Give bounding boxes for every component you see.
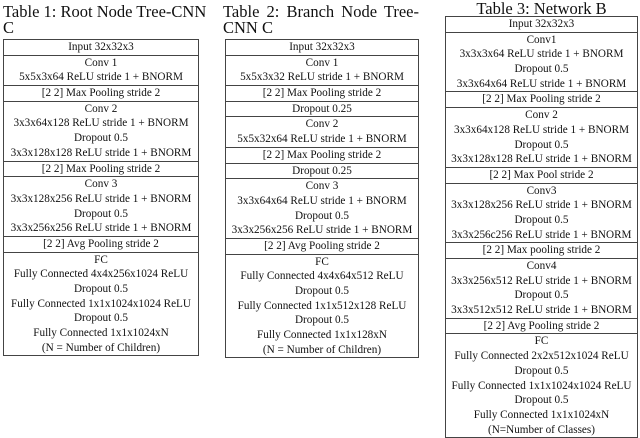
layer-line: 3x3x128x128 ReLU stride 1 + BNORM bbox=[10, 146, 192, 159]
layer-line: [2 2] Max Pooling stride 2 bbox=[262, 148, 382, 161]
layer-line: Conv4 bbox=[526, 260, 557, 272]
table-3-network-b bbox=[445, 1, 638, 438]
layer-line: [2 2] Max Pooling stride 2 bbox=[41, 162, 161, 175]
layer-line: FC bbox=[94, 253, 108, 266]
layer-block bbox=[226, 56, 418, 86]
layer-line: Fully Connected 1x1x1024x1024 ReLU bbox=[451, 379, 632, 392]
layer-block bbox=[446, 334, 637, 438]
layer-line: Conv 3 bbox=[305, 180, 339, 193]
layer-line: FC bbox=[315, 255, 329, 268]
layer-line: 5x5x3x64 ReLU stride 1 + BNORM bbox=[19, 71, 183, 84]
layer-line: Fully Connected 2x2x512x1024 ReLU bbox=[454, 350, 629, 363]
layer-line: Dropout 0.5 bbox=[514, 394, 569, 407]
layer-line: Conv 2 bbox=[84, 102, 118, 115]
layer-line: Dropout 0.5 bbox=[73, 283, 129, 295]
layer-line: [2 2] Max pooling stride 2 bbox=[482, 244, 601, 257]
layer-line: Conv1 bbox=[526, 33, 557, 46]
layer-block bbox=[226, 255, 418, 359]
caption-line: Table 1: Root Node Tree-CNN bbox=[3, 2, 207, 21]
layer-line: Dropout 0.5 bbox=[73, 312, 129, 325]
layer-line: [2 2] Avg Pooling stride 2 bbox=[483, 319, 600, 332]
layer-table bbox=[225, 39, 419, 358]
layer-block bbox=[226, 86, 418, 102]
layer-line: Fully Connected 1x1x128xN bbox=[257, 329, 387, 342]
layer-block bbox=[446, 243, 637, 259]
layer-line: Dropout 0.5 bbox=[514, 213, 569, 226]
layer-block bbox=[4, 56, 198, 86]
layer-line: Conv 2 bbox=[305, 118, 339, 131]
layer-line: Dropout 0.5 bbox=[514, 364, 569, 377]
layer-block bbox=[4, 162, 198, 178]
layer-line: Fully Connected 1x1x1024xN bbox=[473, 408, 610, 421]
layer-line: Conv 2 bbox=[525, 109, 558, 122]
layer-line: 3x3x128x256 ReLU stride 1 + BNORM bbox=[10, 192, 192, 205]
layer-block bbox=[226, 164, 418, 180]
layer-line: FC bbox=[534, 335, 549, 348]
layer-block bbox=[4, 177, 198, 237]
caption-line: Table 3: Network B bbox=[476, 0, 607, 18]
table-1-root-node bbox=[3, 2, 207, 356]
caption-line: CNN C bbox=[223, 18, 273, 37]
layer-line: Input 32x32x3 bbox=[68, 41, 134, 53]
layer-block bbox=[4, 253, 198, 357]
layer-block bbox=[446, 92, 637, 108]
layer-table bbox=[445, 16, 638, 438]
layer-line: 3x3x256x256 ReLU stride 1 + BNORM bbox=[231, 224, 413, 237]
layer-line: Fully Connected 1x1x512x128 ReLU bbox=[237, 299, 407, 312]
layer-block bbox=[446, 168, 637, 184]
layer-line: Fully Connected 1x1x1024x1024 ReLU bbox=[11, 297, 191, 310]
layer-line: [2 2] Max Pooling stride 2 bbox=[41, 87, 161, 100]
layer-line: Dropout 0.5 bbox=[73, 207, 129, 220]
layer-line: 5x5x3x32 ReLU stride 1 + BNORM bbox=[240, 71, 404, 84]
layer-block bbox=[446, 259, 637, 319]
layer-line: Dropout 0.5 bbox=[514, 63, 569, 76]
layer-block bbox=[226, 40, 418, 56]
layer-line: [2 2] Avg Pooling stride 2 bbox=[264, 239, 380, 252]
layer-line: [2 2] Max Pool stride 2 bbox=[489, 168, 594, 181]
layer-line: 3x3x128x128 ReLU stride 1 + BNORM bbox=[451, 153, 632, 166]
layer-block bbox=[4, 237, 198, 253]
layer-block bbox=[446, 33, 637, 93]
caption-line: Table 2: Branch Node Tree- bbox=[223, 2, 419, 21]
layer-line: Dropout 0.25 bbox=[292, 102, 352, 115]
layer-line: Dropout 0.5 bbox=[294, 285, 350, 297]
layer-line: 3x3x64x128 ReLU stride 1 + BNORM bbox=[13, 117, 189, 130]
layer-block bbox=[226, 179, 418, 239]
layer-block bbox=[226, 239, 418, 255]
layer-line: Input 32x32x3 bbox=[289, 41, 355, 53]
layer-line: 3x3x256x512 ReLU stride 1 + BNORM bbox=[451, 274, 632, 287]
layer-line: 3x3x512x512 ReLU stride 1 + BNORM bbox=[451, 304, 632, 317]
layer-line: Dropout 0.5 bbox=[514, 289, 569, 302]
layer-block bbox=[226, 117, 418, 147]
layer-block bbox=[4, 40, 198, 56]
layer-line: (N = Number of Children) bbox=[41, 341, 161, 354]
layer-line: 3x3x64x64 ReLU stride 1 + BNORM bbox=[237, 194, 407, 207]
layer-line: 3x3x256x256 ReLU stride 1 + BNORM bbox=[10, 222, 192, 235]
layer-line: Conv3 bbox=[526, 184, 557, 197]
table-caption bbox=[3, 2, 207, 37]
layer-table bbox=[3, 39, 199, 356]
layer-line: 5x5x32x64 ReLU stride 1 + BNORM bbox=[237, 133, 407, 146]
layer-block bbox=[226, 102, 418, 118]
layer-block bbox=[446, 184, 637, 244]
layer-block bbox=[446, 108, 637, 168]
layer-block bbox=[226, 148, 418, 164]
layer-block bbox=[4, 102, 198, 162]
layer-line: Input 32x32x3 bbox=[508, 18, 575, 30]
layer-line: Dropout 0.5 bbox=[73, 132, 129, 145]
layer-line: Conv 1 bbox=[84, 56, 118, 69]
layer-line: Dropout 0.5 bbox=[294, 314, 350, 327]
layer-line: Conv 3 bbox=[84, 178, 118, 191]
layer-line: Fully Connected 4x4x64x512 ReLU bbox=[240, 270, 404, 283]
layer-line: Conv 1 bbox=[305, 56, 339, 69]
layer-line: Dropout 0.5 bbox=[514, 138, 569, 151]
layer-line: Dropout 0.25 bbox=[292, 164, 352, 177]
layer-line: 3x3x64x64 ReLU stride 1 + BNORM bbox=[456, 77, 627, 90]
layer-line: [2 2] Avg Pooling stride 2 bbox=[43, 237, 159, 250]
layer-line: [2 2] Max Pooling stride 2 bbox=[482, 93, 601, 106]
table-2-branch-node bbox=[223, 4, 419, 358]
layer-block bbox=[446, 17, 637, 33]
layer-line: Fully Connected 1x1x1024xN bbox=[33, 327, 169, 340]
layer-line: (N = Number of Children) bbox=[262, 343, 382, 356]
layer-line: Fully Connected 4x4x256x1024 ReLU bbox=[13, 268, 189, 281]
layer-block bbox=[4, 86, 198, 102]
layer-block bbox=[446, 319, 637, 335]
layer-line: 3x3x256c256 ReLU stride 1 + BNORM bbox=[451, 228, 632, 241]
layer-line: 3x3x3x64 ReLU stride 1 + BNORM bbox=[459, 48, 624, 61]
layer-line: Dropout 0.5 bbox=[294, 209, 350, 222]
layer-line: (N=Number of Classes) bbox=[488, 423, 595, 436]
layer-line: [2 2] Max Pooling stride 2 bbox=[262, 87, 382, 100]
layer-line: 3x3x64x128 ReLU stride 1 + BNORM bbox=[453, 123, 630, 136]
caption-line: C bbox=[3, 18, 15, 37]
layer-line: 3x3x128x256 ReLU stride 1 + BNORM bbox=[451, 199, 632, 212]
table-caption bbox=[445, 1, 638, 17]
table-caption bbox=[223, 4, 419, 36]
